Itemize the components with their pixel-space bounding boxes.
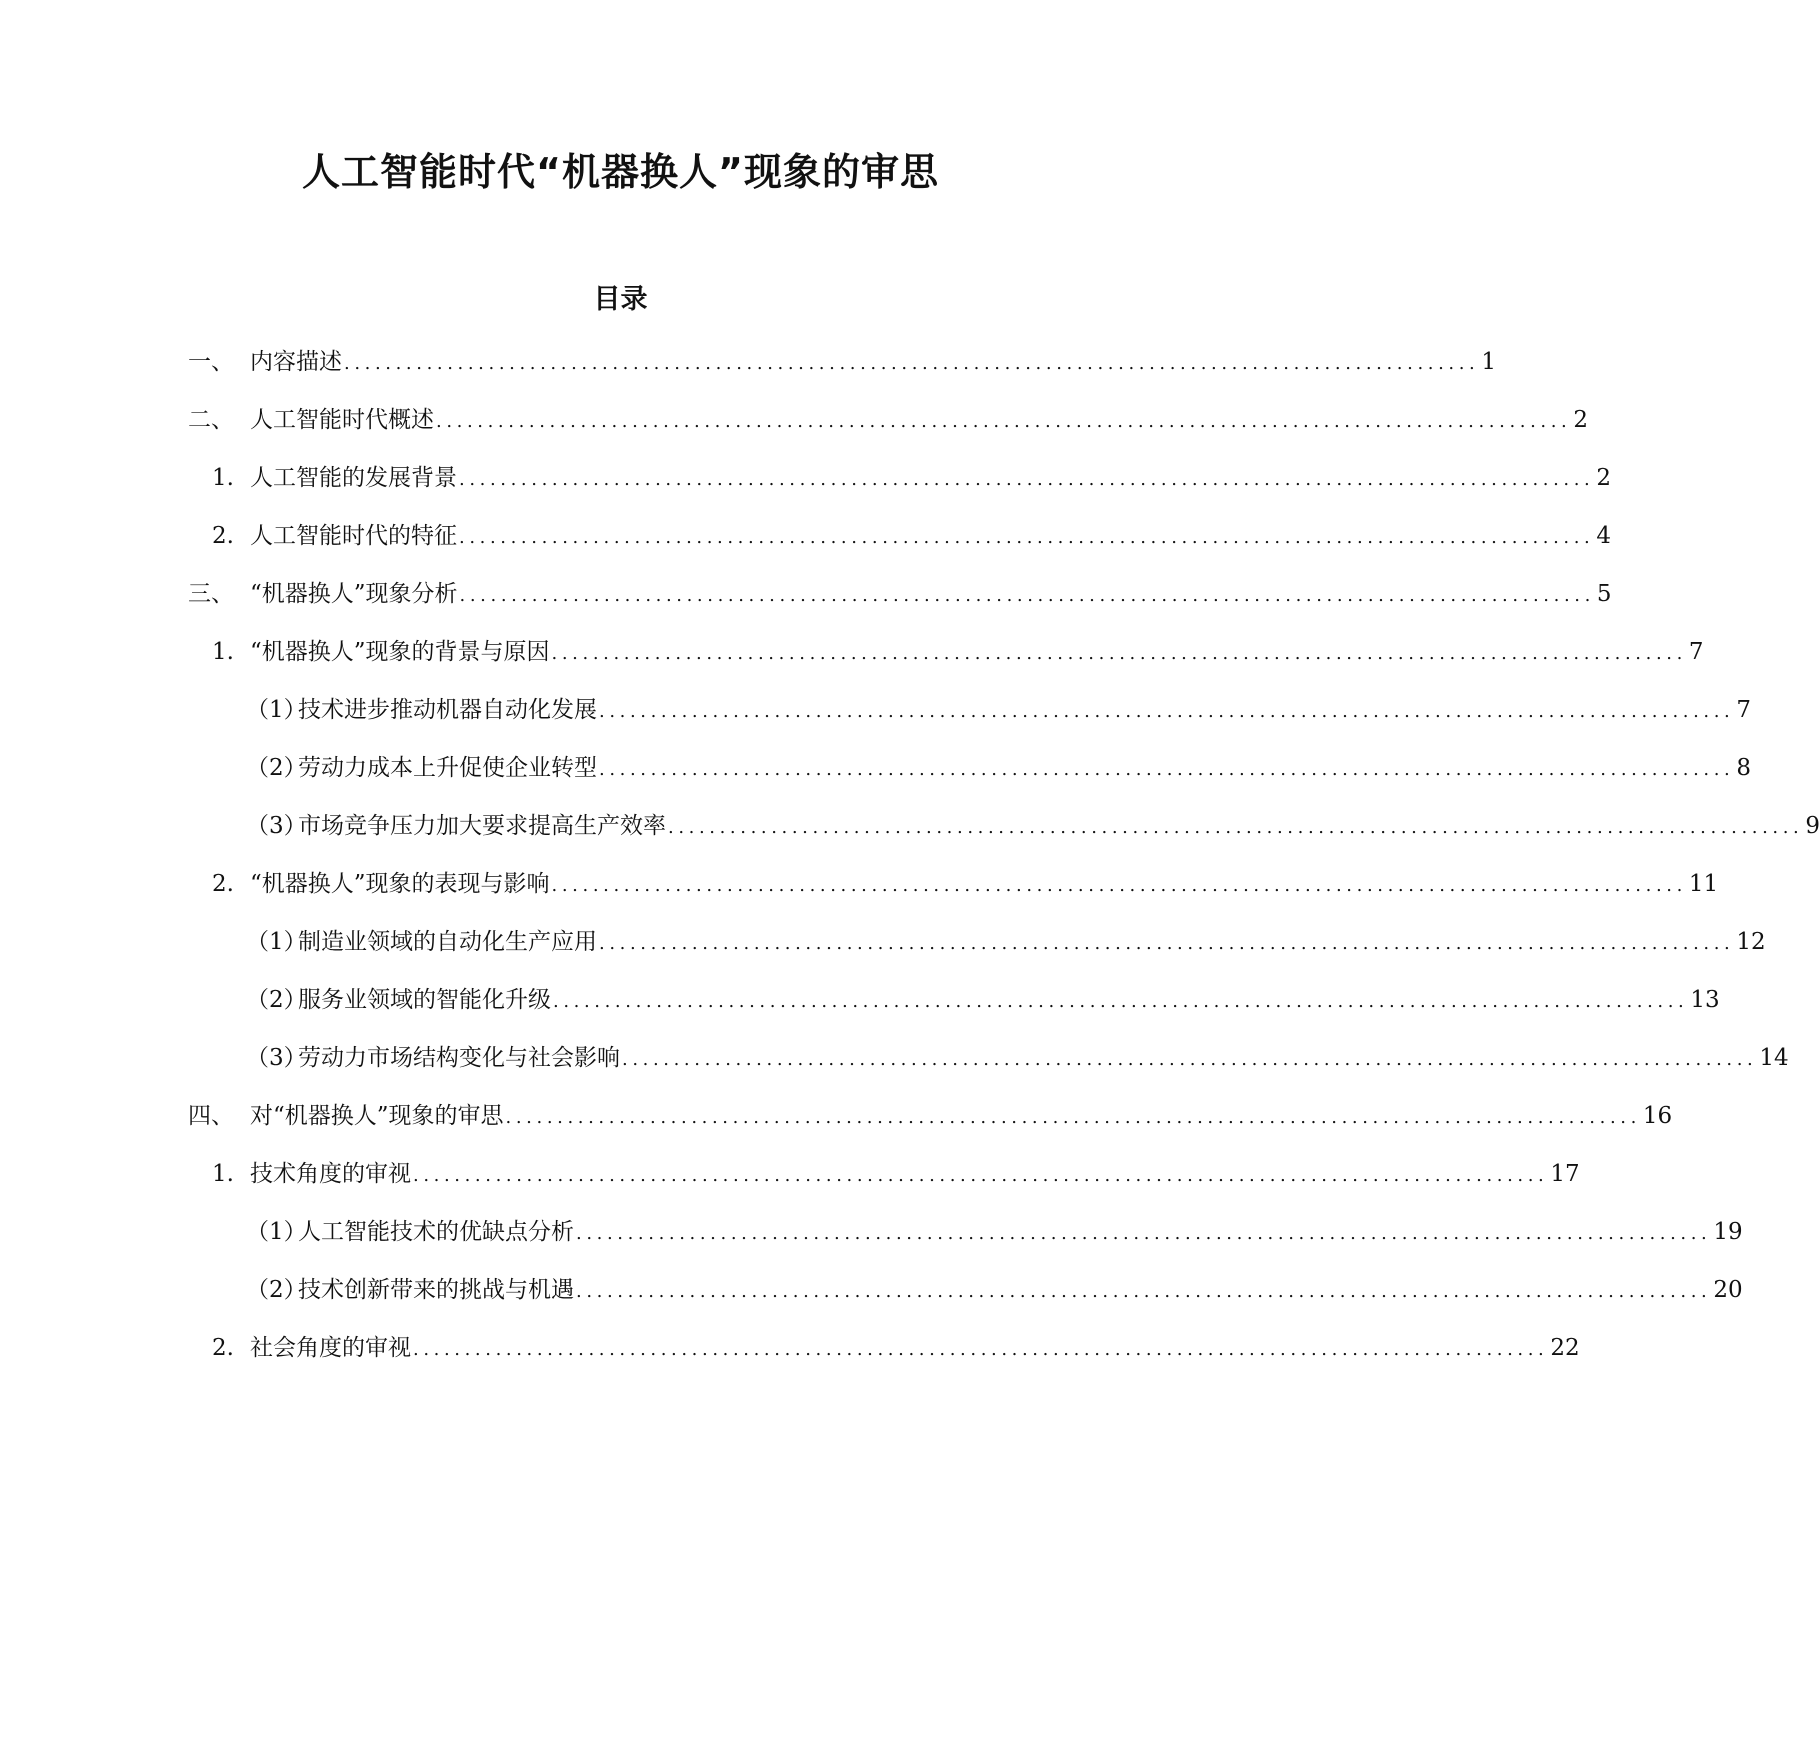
toc-entry-number: 四、 <box>188 1103 234 1129</box>
toc-entry-number: （2） <box>246 987 307 1013</box>
toc-entry-number: 1. <box>212 465 234 491</box>
toc-entry-page: 20 <box>1713 1277 1743 1303</box>
toc-heading: 目录 <box>593 284 648 315</box>
toc-entry-number: 二、 <box>188 407 234 433</box>
toc-entry-page: 7 <box>1736 697 1752 723</box>
toc-entry[interactable] <box>246 982 1720 1018</box>
toc-entry[interactable] <box>212 1330 1580 1366</box>
toc-leader-dots: .............................................................................................................. <box>622 1049 1758 1070</box>
toc-entry[interactable] <box>246 1214 1743 1250</box>
toc-entry-number: 2. <box>212 1335 234 1361</box>
toc-entry[interactable] <box>246 692 1752 728</box>
toc-entry[interactable] <box>212 1156 1580 1192</box>
toc-entry-number: （2） <box>246 1277 307 1303</box>
toc-entry-page: 19 <box>1713 1219 1743 1245</box>
toc-entry-page: 2 <box>1596 465 1612 491</box>
toc-entry-text: 制造业领域的自动化生产应用 <box>298 929 597 955</box>
toc-entry-page: 14 <box>1759 1045 1789 1071</box>
toc-leader-dots: .............................................................................................................. <box>551 643 1687 664</box>
toc-entry-number: 1. <box>212 639 234 665</box>
toc-leader-dots: .............................................................................................................. <box>668 817 1804 838</box>
toc-leader-dots: .............................................................................................................. <box>413 1165 1549 1186</box>
toc-entry-text: 人工智能时代概述 <box>250 407 434 433</box>
toc-entry-page: 2 <box>1573 407 1589 433</box>
toc-leader-dots: .............................................................................................................. <box>459 527 1595 548</box>
toc-leader-dots: .............................................................................................................. <box>459 585 1595 606</box>
toc-entry-page: 5 <box>1596 581 1612 607</box>
toc-entry[interactable] <box>212 460 1612 496</box>
toc-entry-text: 内容描述 <box>250 349 342 375</box>
toc-entry-number: （1） <box>246 929 307 955</box>
toc-entry-text: 劳动力市场结构变化与社会影响 <box>298 1045 620 1071</box>
toc-entry[interactable] <box>212 866 1719 902</box>
toc-entry[interactable] <box>246 924 1766 960</box>
toc-entry-page: 4 <box>1596 523 1612 549</box>
toc-entry-text: 人工智能时代的特征 <box>250 523 457 549</box>
toc-leader-dots: .............................................................................................................. <box>551 875 1687 896</box>
document-title: 人工智能时代“机器换人”现象的审思 <box>302 150 939 194</box>
toc-leader-dots: .............................................................................................................. <box>576 1223 1712 1244</box>
toc-entry-text: 服务业领域的智能化升级 <box>298 987 551 1013</box>
toc-entry[interactable] <box>246 1272 1743 1308</box>
toc-leader-dots: .............................................................................................................. <box>459 469 1595 490</box>
toc-entry-text: 社会角度的审视 <box>250 1335 411 1361</box>
toc-entry-text: 对“机器换人”现象的审思 <box>250 1103 504 1129</box>
toc-entry-page: 22 <box>1550 1335 1580 1361</box>
toc-entry-number: （2） <box>246 755 307 781</box>
toc-leader-dots: .............................................................................................................. <box>599 759 1735 780</box>
toc-leader-dots: .............................................................................................................. <box>576 1281 1712 1302</box>
toc-leader-dots: .............................................................................................................. <box>599 933 1735 954</box>
toc-entry-text: 市场竞争压力加大要求提高生产效率 <box>298 813 666 839</box>
toc-entry-number: 1. <box>212 1161 234 1187</box>
toc-entry-page: 12 <box>1736 929 1766 955</box>
toc-entry-number: 2. <box>212 871 234 897</box>
toc-entry[interactable] <box>212 518 1612 554</box>
toc-entry-page: 7 <box>1688 639 1704 665</box>
toc-entry[interactable] <box>246 808 1820 844</box>
toc-entry-page: 17 <box>1550 1161 1580 1187</box>
toc-entry[interactable] <box>188 344 1497 380</box>
toc-entry-number: （1） <box>246 1219 307 1245</box>
toc-entry[interactable] <box>188 402 1589 438</box>
toc-entry-text: 技术角度的审视 <box>250 1161 411 1187</box>
toc-leader-dots: .............................................................................................................. <box>436 411 1572 432</box>
toc-entry-number: （1） <box>246 697 307 723</box>
toc-entry-text: 人工智能技术的优缺点分析 <box>298 1219 574 1245</box>
toc-entry-text: “机器换人”现象的表现与影响 <box>250 871 550 897</box>
toc-entry-number: （3） <box>246 1045 307 1071</box>
toc-entry-number: 2. <box>212 523 234 549</box>
toc-entry[interactable] <box>212 634 1704 670</box>
toc-entry[interactable] <box>188 1098 1673 1134</box>
toc-entry-page: 16 <box>1642 1103 1673 1129</box>
toc-entry-text: 技术进步推动机器自动化发展 <box>298 697 597 723</box>
toc-leader-dots: .............................................................................................................. <box>344 353 1480 374</box>
toc-entry-text: 劳动力成本上升促使企业转型 <box>298 755 597 781</box>
toc-entry[interactable] <box>188 576 1612 612</box>
toc-entry-page: 8 <box>1736 755 1752 781</box>
toc-entry-number: （3） <box>246 813 307 839</box>
toc-leader-dots: .............................................................................................................. <box>553 991 1689 1012</box>
toc-entry-page: 13 <box>1690 987 1720 1013</box>
toc-entry-page: 1 <box>1481 349 1497 375</box>
toc-entry-number: 一、 <box>188 349 234 375</box>
toc-entry-text: 人工智能的发展背景 <box>250 465 457 491</box>
toc-entry[interactable] <box>246 750 1752 786</box>
toc-entry-page: 11 <box>1688 871 1719 897</box>
toc-leader-dots: .............................................................................................................. <box>599 701 1735 722</box>
toc-entry-text: “机器换人”现象分析 <box>250 581 458 607</box>
toc-entry-number: 三、 <box>188 581 234 607</box>
toc-leader-dots: .............................................................................................................. <box>505 1107 1641 1128</box>
toc-entry[interactable] <box>246 1040 1789 1076</box>
toc-entry-page: 9 <box>1805 813 1820 839</box>
toc-entry-text: 技术创新带来的挑战与机遇 <box>298 1277 574 1303</box>
toc-leader-dots: .............................................................................................................. <box>413 1339 1549 1360</box>
toc-entry-text: “机器换人”现象的背景与原因 <box>250 639 550 665</box>
